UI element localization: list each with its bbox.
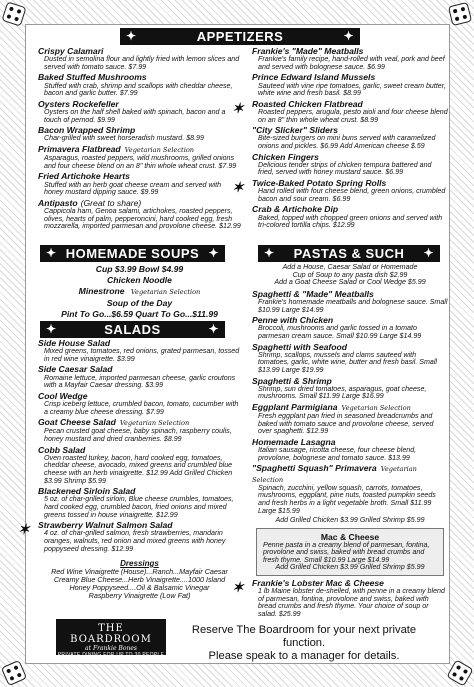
dressing-line: Red Wine Vinaigrette (House)...Ranch...Mayfair Caesar xyxy=(51,566,228,576)
item-name: Frankie's "Made" Meatballs xyxy=(252,46,364,56)
item-description: Shrimp, scallops, mussels and clams sauteed with tomatoes, garlic, white wine, butter and fresh basil. Small $13.99 Large $19.99 xyxy=(258,350,438,374)
item-name: Penne with Chicken xyxy=(252,315,334,326)
item-description: Stuffed with crab, shrimp and scallops with cheddar cheese, bacon and garlic butter. $7.99 xyxy=(44,81,233,98)
item-description: Bite-sized burgers on mini buns served with caramelized onions and pickles. $6.99 Add American cheese $.59 xyxy=(258,134,436,150)
item-name: "City Slicker" Sliders xyxy=(252,125,339,136)
section-salads-banner: ✦ SALADS ✦ xyxy=(40,321,225,338)
item-name: "Spaghetti Squash" Primavera xyxy=(252,463,377,474)
item-description: Shrimp, sun dried tomatoes, asparagus, goat cheese, mushrooms. Small $11.99 Large $16.99 xyxy=(258,384,427,401)
item-description: Crisp iceberg lettuce, crumbled bacon, tomato, cucumber with a creamy blue cheese dressing. $7.99 xyxy=(44,399,239,416)
menu-item xyxy=(252,205,448,229)
menu-item xyxy=(38,145,241,170)
logo-subtitle: at Frankie Bones xyxy=(85,645,137,652)
item-name: Bacon Wrapped Shrimp xyxy=(38,125,136,136)
lobster-mac-name: Frankie's Lobster Mac & Cheese xyxy=(252,578,384,589)
boardroom-logo xyxy=(56,619,166,658)
item-name: Cool Wedge xyxy=(38,390,88,401)
menu-item xyxy=(38,365,241,389)
dice-icon xyxy=(448,2,472,26)
item-name: Spaghetti & Shrimp xyxy=(252,375,332,386)
soup-to-go: Pint To Go...$6.59 Quart To Go...$11.99 xyxy=(61,309,218,319)
item-name: Eggplant Parmigiana xyxy=(252,401,338,412)
item-description: Oysters on the half shell baked with spinach, bacon and a touch of pernod. $9.99 xyxy=(44,107,226,124)
soup-chicken-noodle: Chicken Noodle xyxy=(107,275,172,285)
menu-item xyxy=(252,179,448,203)
item-description: Romaine lettuce, imported parmesan cheese, garlic croutons with a Mayfair Caesar dressing. $3.99 xyxy=(44,373,236,390)
item-name: Side Caesar Salad xyxy=(38,364,113,375)
logo-title: THE BOARDROOM xyxy=(70,623,152,645)
item-description: Italian sausage, ricotta cheese, four cheese blend, provolone, bolognese and tomato sauce. $13.99 xyxy=(258,446,417,462)
menu-item xyxy=(252,403,448,436)
item-description: Broccoli, mushrooms and garlic tossed in a tomato parmesan cream sauce. Small $10.99 Large $14.99 xyxy=(258,324,422,340)
soup-minestrone xyxy=(38,286,241,298)
menu-item xyxy=(38,100,241,124)
reserve-notice xyxy=(170,624,438,663)
vegetarian-tag: Vegetarian Selection xyxy=(124,145,195,154)
lobster-mac-desc: 1 lb Maine lobster de-shelled, with penne in a creamy blend of parmesan, fontina, provolone and swiss, baked with bread crumbs and fresh thyme. Your choice of soup or salad. $25.99 xyxy=(258,587,445,619)
item-description: Hand rolled with four cheese blend, green onions, crumbled bacon and sour cream. $6.99 xyxy=(258,187,446,203)
vegetarian-tag: Vegetarian Selection xyxy=(252,465,417,484)
soup-minestrone-name: Minestrone xyxy=(78,286,125,296)
item-description: Stuffed with an herb goat cheese cream and served with honey mustard dipping sauce. $9.99 xyxy=(44,180,222,197)
reserve-line-1: Reserve The Boardroom for your next private function. xyxy=(191,624,417,649)
vegetarian-tag: Vegetarian Selection xyxy=(130,288,201,296)
mac-cheese-addon: Add Grilled Chicken $3.99 Grilled Shrimp $5.99 xyxy=(275,563,425,572)
item-name: Crispy Calamari xyxy=(38,46,104,56)
item-description: Mixed greens, tomatoes, red onions, grated parmesan, tossed in red wine vinaigrette. $3.99 xyxy=(44,347,240,363)
item-description: Roasted peppers, arugula, pesto aioli and four cheese blend on an 8" thin whole wheat crust. $8.99 xyxy=(258,107,448,124)
item-description: Char-grilled with sweet horseradish mustard. $8.99 xyxy=(44,134,204,143)
item-description: Spinach, zucchini, yellow squash, carrots, tomatoes, mushrooms, eggplant, pine nuts, toasted pumpkin seeds and fresh herbs in a light vegetable broth. Small $11.99 Large $15.99 xyxy=(258,483,436,515)
menu-item xyxy=(252,579,448,619)
dressing-line: Honey Poppyseed....Oil & Balsamic Vinegar xyxy=(69,582,210,592)
menu-item xyxy=(252,438,448,462)
menu-item xyxy=(252,126,448,150)
menu-item xyxy=(252,464,448,515)
pasta-intro-line: Add a Goat Cheese Salad or Cool Wedge $5.99 xyxy=(274,278,426,287)
menu-item xyxy=(252,290,448,314)
item-name: Goat Cheese Salad xyxy=(38,417,116,428)
dressing-line: Raspberry Vinaigrette (Low Fat) xyxy=(88,590,191,600)
section-pastas-banner: ✦ PASTAS & SUCH ✦ xyxy=(258,245,440,262)
appetizers-left-column xyxy=(38,47,241,233)
item-name: Baked Stuffed Mushrooms xyxy=(38,72,147,83)
menu-item xyxy=(252,343,448,375)
menu-item xyxy=(252,47,448,71)
dice-icon xyxy=(1,660,27,686)
item-name: Twice-Baked Potato Spring Rolls xyxy=(252,177,387,188)
item-name: Spaghetti with Seafood xyxy=(252,341,348,352)
item-description: 5 oz. of char-grilled sirloin, Blue cheese crumbles, tomatoes, hard cooked egg, crumbled bacon, fried onions and mixed greens tossed in house vinaigrette. $12.99 xyxy=(44,495,234,519)
menu-item xyxy=(38,199,241,231)
item-name: Fried Artichoke Hearts xyxy=(38,171,130,182)
mac-cheese-desc: Penne pasta in a creamy blend of parmesan, fontina, provolone and swiss, baked with bread crumbs and fresh thyme. Small $10.99 Large $14.99 xyxy=(263,540,430,564)
menu-item xyxy=(252,73,448,97)
item-description: Pecan crusted goat cheese, baby spinach, raspberry coulis, honey mustard and dried cranberries. $8.99 xyxy=(44,427,232,443)
menu-item xyxy=(38,418,241,443)
dressings-title: Dressings xyxy=(120,559,159,568)
vegetarian-tag: Vegetarian Selection xyxy=(119,419,190,428)
item-name: Crab & Artichoke Dip xyxy=(252,204,339,215)
menu-item xyxy=(38,73,241,97)
item-name: Cobb Salad xyxy=(38,444,86,455)
pasta-addon: Add Grilled Chicken $3.99 Grilled Shrimp $5.99 xyxy=(275,516,425,525)
item-description: Frankie's homemade meatballs and bolognese sauce. Small $10.99 Large $14.99 xyxy=(258,297,448,314)
item-name: Side House Salad xyxy=(38,338,111,348)
item-name: Homemade Lasagna xyxy=(252,436,336,447)
item-description: Delicious tender strips of chicken tempura battered and fried, served with honey mustard sauce. $6.99 xyxy=(258,160,432,177)
menu-item xyxy=(38,339,241,363)
soup-of-the-day: Soup of the Day xyxy=(106,298,173,308)
dice-icon xyxy=(446,659,473,686)
dice-icon xyxy=(1,1,26,26)
item-name: Prince Edward Island Mussels xyxy=(252,72,376,83)
item-name: Roasted Chicken Flatbread xyxy=(252,98,363,109)
logo-tagline: PRIVATE DINING FOR UP TO 30 PEOPLE xyxy=(57,652,165,658)
item-name: Spaghetti & "Made" Meatballs xyxy=(252,288,374,299)
menu-item xyxy=(38,47,241,71)
dressing-line: Creamy Blue Cheese...Herb Vinaigrette....1000 Island xyxy=(53,574,226,584)
item-name: Primavera Flatbread xyxy=(38,143,121,154)
menu-item xyxy=(252,100,448,124)
soups-block xyxy=(38,264,241,320)
item-description: Baked, topped with chopped green onions and served with tri-colored tortilla chips. $12.99 xyxy=(258,213,443,230)
menu-item xyxy=(38,487,241,519)
item-name: Blackened Sirloin Salad xyxy=(38,486,136,497)
item-description: Dusted in semolina flour and lightly fried with lemon slices and served with tomato sauce. $7.99 xyxy=(44,55,240,71)
item-name: Chicken Fingers xyxy=(252,151,319,162)
item-name: Antipasto xyxy=(38,197,78,208)
item-description: Cappicola ham, Genoa salami, artichokes, roasted peppers, olives, hearts of palm, pepperoncini, hard cooked egg, fresh mozzarella, imported parmesan and provolone cheese. $12.99 xyxy=(44,206,241,231)
menu-item xyxy=(38,521,241,553)
item-name: Strawberry Walnut Salmon Salad xyxy=(38,520,173,531)
menu-item xyxy=(38,392,241,416)
appetizers-right-column xyxy=(252,47,448,232)
soup-sizes: Cup $3.99 Bowl $4.99 xyxy=(95,264,184,274)
pasta-intro-line: Cup of Soup to any pasta dish $2.99 xyxy=(292,270,408,279)
section-soups-banner: ✦ HOMEMADE SOUPS ✦ xyxy=(40,245,225,262)
salads-column xyxy=(38,339,241,555)
mac-cheese-box xyxy=(256,528,444,576)
item-name: Oysters Rockefeller xyxy=(38,98,119,109)
reserve-line-2: Please speak to a manager for details. xyxy=(208,650,400,662)
mac-cheese-title: Mac & Cheese xyxy=(320,531,380,542)
section-appetizers-banner: ✦ APPETIZERS ✦ xyxy=(120,28,360,45)
menu-item xyxy=(252,153,448,177)
dressings-block xyxy=(38,558,241,600)
item-description: Sauteed with vine ripe tomatoes, garlic, sweet cream butter, white wine and fresh basil. $8.99 xyxy=(258,81,446,98)
item-description: 4 oz. of char-grilled salmon, fresh strawberries, mandarin oranges, walnuts, red onion and mixed greens with honey poppyseed dressing. $12.99 xyxy=(44,529,226,553)
item-description: Asparagus, roasted peppers, wild mushrooms, grilled onions and four cheese blend on an 8" thin whole wheat crust. $7.99 xyxy=(44,154,237,170)
menu-item xyxy=(38,172,241,196)
menu-item xyxy=(252,377,448,401)
menu-item xyxy=(38,126,241,143)
item-description: Fresh eggplant pan fried in seasoned breadcrumbs and baked with tomato sauce and provolone cheese, served over spaghetti. $12.99 xyxy=(258,412,434,436)
menu-item xyxy=(252,316,448,340)
item-description: Oven roasted turkey, bacon, hard cooked egg, tomatoes, cheddar cheese, avocado, mixed greens and crumbled blue cheese with an herb vinaigrette. $12.99 Add Grilled Chicken $3.99 Shrimp $5.99 xyxy=(44,453,233,485)
item-suffix: (Great to share) xyxy=(80,197,142,208)
pastas-column xyxy=(252,264,448,621)
pasta-intro-line: Add a House, Caesar Salad or Homemade xyxy=(282,263,418,271)
item-description: Frankie's family recipe, hand-rolled with veal, pork and beef and served with bolognese sauce. $6.99 xyxy=(258,55,445,71)
vegetarian-tag: Vegetarian Selection xyxy=(341,403,411,412)
menu-item xyxy=(38,446,241,486)
